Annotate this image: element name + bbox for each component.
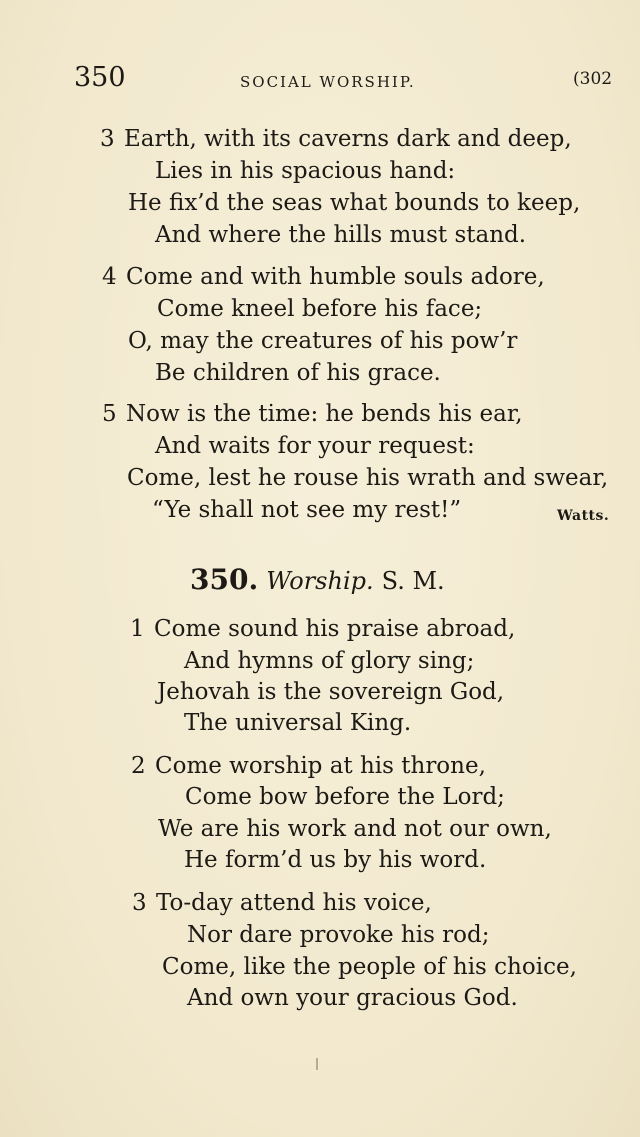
verse-number: 3 <box>100 126 115 152</box>
verse-line: And where the hills must stand. <box>155 222 527 248</box>
verse-number: 3 <box>132 890 147 916</box>
running-head: SOCIAL WORSHIP. <box>240 73 416 91</box>
verse-line: And own your gracious God. <box>187 985 518 1011</box>
verse-number: 2 <box>131 753 146 779</box>
verse-line: “Ye shall not see my rest!” <box>152 497 462 523</box>
verse-line: 3 To-day attend his voice, <box>132 890 432 916</box>
verse-line: Lies in his spacious hand: <box>155 158 456 184</box>
verse-line: O, may the creatures of his pow’r <box>128 328 518 354</box>
verse-line: And waits for your request: <box>155 433 475 459</box>
verse-line: 5 Now is the time: he bends his ear, <box>102 401 523 427</box>
verse-line: He fix’d the seas what bounds to keep, <box>128 190 581 216</box>
verse-line: 4 Come and with humble souls adore, <box>102 264 545 290</box>
page-number: 350 <box>74 62 126 93</box>
page-blemish <box>316 1058 318 1070</box>
page-header <box>0 62 640 102</box>
verse-line: He form’d us by his word. <box>184 847 487 873</box>
hymn-name: Worship. <box>266 567 374 595</box>
verse-line: We are his work and not our own, <box>158 816 552 842</box>
hymn-title <box>190 563 445 596</box>
hymn-attribution: Watts. <box>557 508 610 524</box>
verse-line: Jehovah is the sovereign God, <box>157 679 505 705</box>
verse-number: 4 <box>102 264 117 290</box>
hymn-reference: (302 <box>573 69 613 89</box>
verse-line: And hymns of glory sing; <box>184 648 475 674</box>
verse-line: 3 Earth, with its caverns dark and deep, <box>100 126 572 152</box>
verse-line: Come, lest he rouse his wrath and swear, <box>127 465 609 491</box>
verse-line: The universal King. <box>184 710 412 736</box>
verse-line: 1 Come sound his praise abroad, <box>130 616 516 642</box>
verse-line: Nor dare provoke his rod; <box>187 922 490 948</box>
verse-number: 1 <box>130 616 145 642</box>
verse-line: Be children of his grace. <box>155 360 441 386</box>
hymn-meter: S. M. <box>381 567 445 595</box>
verse-line: 2 Come worship at his throne, <box>131 753 486 779</box>
verse-line: Come, like the people of his choice, <box>162 954 577 980</box>
hymn-number: 350. <box>190 563 259 596</box>
verse-line: Come bow before the Lord; <box>185 784 505 810</box>
verse-line: Come kneel before his face; <box>157 296 483 322</box>
verse-number: 5 <box>102 401 117 427</box>
